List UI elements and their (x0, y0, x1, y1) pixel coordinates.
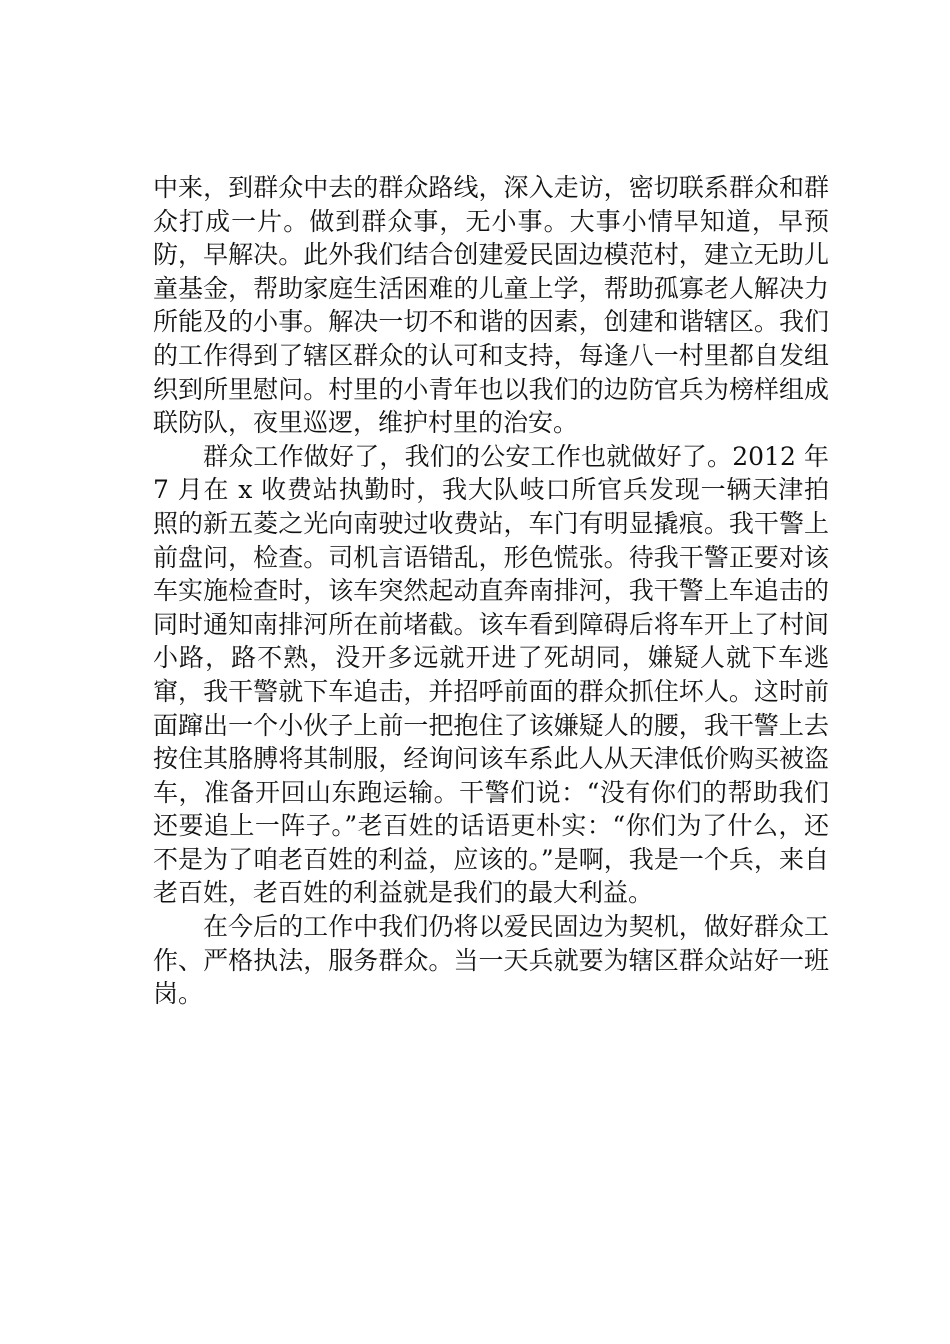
paragraph-case-story: 群众工作做好了，我们的公安工作也就做好了。2012 年 7 月在 x 收费站执勤时，我大队岐口所官兵发现一辆天津拍照的新五菱之光向南驶过收费站，车门有明显撬痕。我干警上前盘问，检查。司机言语错乱，形色慌张。待我干警正要对该车实施检查时，该车突然起动直奔南排河，我干警上车追击的同时通知南排河所在前堵截。该车看到障碍后将车开上了村间小路，路不熟，没开多远就开进了死胡同，嫌疑人就下车逃窜，我干警就下车追击，并招呼前面的群众抓住坏人。这时前面蹿出一个小伙子上前一把抱住了该嫌疑人的腰，我干警上去按住其胳膊将其制服，经询问该车系此人从天津低价购买被盗车，准备开回山东跑运输。干警们说：“没有你们的帮助我们还要追上一阵子。”老百姓的话语更朴实：“你们为了什么，还不是为了咱老百姓的利益，应该的。”是啊，我是一个兵，来自老百姓，老百姓的利益就是我们的最大利益。 (153, 441, 829, 908)
document-body (153, 171, 829, 1011)
paragraph-continuation: 中来，到群众中去的群众路线，深入走访，密切联系群众和群众打成一片。做到群众事，无小事。大事小情早知道，早预防，早解决。此外我们结合创建爱民固边模范村，建立无助儿童基金，帮助家庭生活困难的儿童上学，帮助孤寡老人解决力所能及的小事。解决一切不和谐的因素，创建和谐辖区。我们的工作得到了辖区群众的认可和支持，每逢八一村里都自发组织到所里慰问。村里的小青年也以我们的边防官兵为榜样组成联防队，夜里巡逻，维护村里的治安。 (153, 173, 829, 438)
paragraph-conclusion: 在今后的工作中我们仍将以爱民固边为契机，做好群众工作、严格执法，服务群众。当一天兵就要为辖区群众站好一班岗。 (153, 912, 829, 1009)
